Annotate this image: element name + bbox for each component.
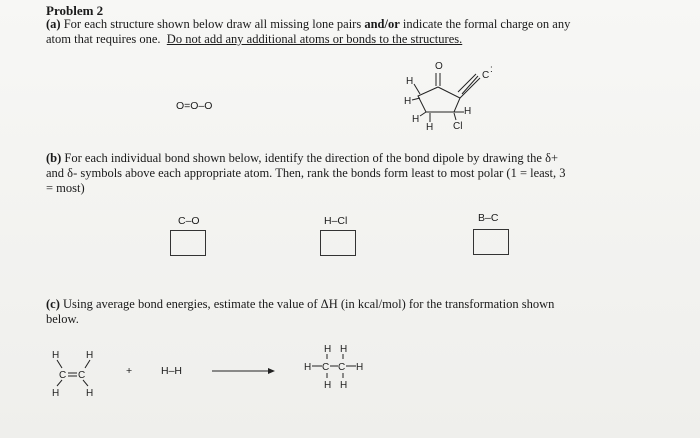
carbon-dots: : — [490, 64, 493, 75]
part-b-line1: (b) For each individual bond shown below, identify the direction of the bond dipole by drawing the δ+ — [46, 151, 559, 165]
atom-h1: H — [406, 76, 414, 87]
part-a-line1: (a) For each structure shown below draw all missing lone pairs and/or indicate the formal charge on any — [46, 17, 571, 31]
svg-text:H: H — [324, 380, 332, 391]
svg-text:C: C — [78, 370, 86, 381]
ethane-structure — [300, 340, 380, 398]
svg-text:H: H — [52, 388, 60, 399]
part-b-line3: = most) — [46, 181, 85, 195]
svg-text:H: H — [86, 350, 94, 361]
part-c-line1: (c) Using average bond energies, estimate the value of ΔH (in kcal/mol) for the transformation shown — [46, 297, 555, 311]
svg-text:H: H — [340, 344, 348, 355]
svg-text:H: H — [86, 388, 94, 399]
bond-c-o-label: C–O — [178, 215, 200, 227]
part-b-label: (b) — [46, 151, 62, 165]
part-a-line2: atom that requires one. Do not add any additional atoms or bonds to the structures. — [46, 32, 463, 46]
svg-text:H: H — [304, 362, 312, 373]
atom-h2: H — [404, 96, 412, 107]
bond-h-cl-answer-box[interactable] — [320, 230, 356, 256]
svg-text:H: H — [340, 380, 348, 391]
plus-sign: + — [126, 365, 133, 377]
svg-text:C: C — [59, 370, 67, 381]
part-c-label: (c) — [46, 297, 60, 311]
atom-o: O — [435, 61, 443, 72]
part-c-line2: below. — [46, 312, 79, 326]
ethene-structure — [44, 344, 114, 400]
atom-h3: H — [412, 114, 420, 125]
svg-text:H: H — [324, 344, 332, 355]
reaction-arrow — [212, 366, 276, 376]
svg-text:H: H — [52, 350, 60, 361]
atom-h4: H — [426, 122, 434, 133]
bond-c-o-answer-box[interactable] — [170, 230, 206, 256]
hydrogen-molecule: H–H — [161, 365, 183, 377]
atom-c: C — [482, 70, 490, 81]
svg-text:H: H — [356, 362, 364, 373]
cyclic-structure — [390, 56, 530, 136]
bond-h-cl-label: H–Cl — [324, 215, 348, 227]
part-a-label: (a) — [46, 17, 61, 31]
part-a-instruction: Do not add any additional atoms or bonds to the structures. — [166, 32, 463, 46]
atom-cl: Cl — [453, 121, 463, 132]
atom-h5: H — [464, 106, 472, 117]
bond-b-c-answer-box[interactable] — [473, 229, 509, 255]
svg-text:C: C — [338, 362, 346, 373]
problem-title: Problem 2 — [46, 3, 104, 18]
bond-b-c-label: B–C — [478, 212, 499, 224]
part-b-line2: and δ- symbols above each appropriate atom. Then, rank the bonds form least to most polar (1 = least, 3 — [46, 166, 566, 180]
svg-text:C: C — [322, 362, 330, 373]
ozone-structure: O=O–O — [176, 100, 213, 112]
